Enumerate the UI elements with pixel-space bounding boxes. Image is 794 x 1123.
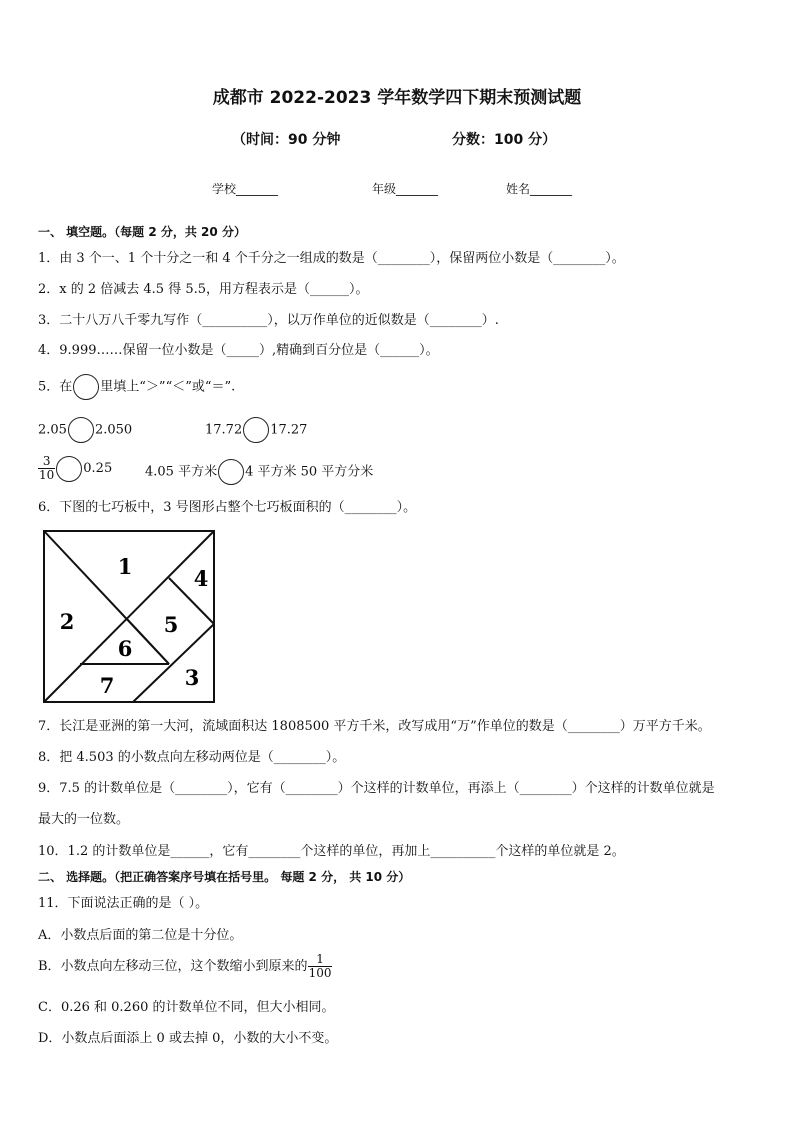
- tangram-label-7: 7: [99, 673, 115, 698]
- question-6: 6．下图的七巧板中，3 号图形占整个七巧板面积的（________）。: [38, 500, 417, 515]
- time-limit: （时间：90 分钟: [232, 132, 341, 148]
- question-5-suffix: 里填上“＞”“＜”或“＝”.: [100, 379, 236, 395]
- tangram-label-6: 6: [117, 636, 133, 661]
- question-9-line-1: 9．7.5 的计数单位是（________），它有（________）个这样的计数单位，再添上（________）个这样的计数单位就是: [38, 781, 715, 796]
- question-2: 2．x 的 2 倍减去 4.5 得 5.5，用方程表示是（______）。: [38, 282, 369, 297]
- fraction-one-hundredth: [308, 953, 333, 980]
- section-fill-in-heading: 一、 填空题。（每题 2 分，共 20 分）: [38, 225, 246, 239]
- compare-b-left: 17.72: [205, 422, 243, 438]
- compare-b-right: 17.27: [270, 422, 308, 438]
- question-8: 8．把 4.503 的小数点向左移动两位是（________）。: [38, 750, 346, 765]
- compare-item-c: [38, 455, 112, 482]
- compare-d-right: 4 平方米 50 平方分米: [245, 464, 374, 480]
- tangram-label-4: 4: [193, 566, 209, 591]
- compare-circle: [73, 374, 99, 400]
- question-9-line-2: 最大的一位数。: [38, 812, 130, 827]
- tangram-label-3: 3: [184, 665, 200, 690]
- option-a: A．小数点后面的第二位是十分位。: [38, 928, 243, 943]
- option-b: [38, 953, 332, 980]
- tangram-label-1: 1: [117, 554, 133, 579]
- question-4: 4．9.999……保留一位小数是（_____）,精确到百分位是（______）。: [38, 343, 439, 358]
- compare-item-b: [205, 417, 307, 443]
- question-11: 11．下面说法正确的是（ ）。: [38, 896, 209, 911]
- compare-b-circle[interactable]: [243, 417, 269, 443]
- compare-a-right: 2.050: [94, 422, 133, 438]
- fraction-denominator: 10: [39, 468, 55, 483]
- fraction-denominator: 100: [308, 966, 332, 981]
- tangram-label-5: 5: [163, 612, 179, 637]
- compare-d-circle[interactable]: [218, 459, 244, 485]
- compare-item-a: [38, 417, 132, 443]
- school-field[interactable]: 学校_______: [212, 182, 279, 196]
- tangram-figure: [43, 530, 215, 703]
- fraction-numerator: 1: [308, 953, 333, 967]
- compare-item-d: [145, 459, 373, 485]
- option-b-text: B．小数点向左移动三位，这个数缩小到原来的: [38, 959, 308, 975]
- question-10: 10．1.2 的计数单位是______，它有________个这样的单位，再加上__________个这样的单位就是 2。: [38, 844, 625, 859]
- option-d: D．小数点后面添上 0 或去掉 0，小数的大小不变。: [38, 1031, 338, 1046]
- fraction-numerator: 3: [38, 455, 55, 469]
- compare-d-left: 4.05 平方米: [145, 464, 218, 480]
- section-choice-heading: 二、 选择题。（把正确答案序号填在括号里。 每题 2 分， 共 10 分）: [38, 870, 411, 884]
- tangram-label-2: 2: [59, 609, 75, 634]
- question-5-prefix: 5．在: [38, 379, 73, 395]
- page-title: 成都市 2022-2023 学年数学四下期末预测试题: [212, 88, 582, 108]
- name-field[interactable]: 姓名_______: [506, 182, 573, 196]
- grade-field[interactable]: 年级_______: [372, 182, 439, 196]
- question-1: 1．由 3 个一、1 个十分之一和 4 个千分之一组成的数是（________），保留两位小数是（________）。: [38, 251, 625, 266]
- option-c: C．0.26 和 0.260 的计数单位不同，但大小相同。: [38, 1000, 335, 1015]
- compare-a-circle[interactable]: [68, 417, 94, 443]
- question-5: [38, 374, 235, 400]
- total-score: 分数：100 分）: [452, 132, 557, 148]
- compare-c-right: 0.25: [83, 461, 113, 477]
- question-3: 3．二十八万八千零九写作（__________），以万作单位的近似数是（________）.: [38, 313, 499, 328]
- question-7: 7．长江是亚洲的第一大河，流域面积达 1808500 平方千米，改写成用“万”作单位的数是（________）万平方千米。: [38, 719, 711, 734]
- fraction-three-tenths: [38, 455, 55, 482]
- compare-c-circle[interactable]: [56, 456, 82, 482]
- compare-a-left: 2.05: [38, 422, 67, 438]
